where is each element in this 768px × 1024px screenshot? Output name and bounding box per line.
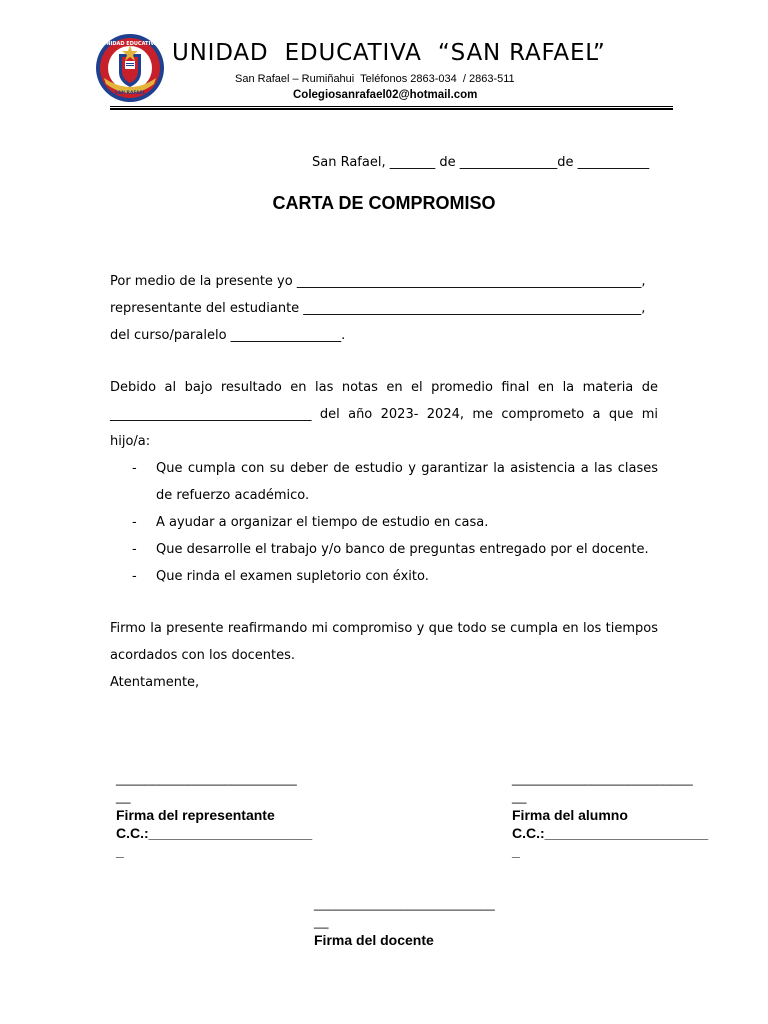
list-item: - Que rinda el examen supletorio con éxito. xyxy=(110,563,658,590)
list-item: - A ayudar a organizar el tiempo de estudio en casa. xyxy=(110,509,658,536)
id-number-line: C.C.:_____________________ _ xyxy=(512,825,709,859)
header-divider xyxy=(110,106,673,107)
intro-line-student-name: representante del estudiante ____________________________________________________, xyxy=(110,301,646,316)
svg-text:UNIDAD EDUCATIVA: UNIDAD EDUCATIVA xyxy=(102,41,158,47)
commitment-list xyxy=(110,455,658,590)
list-item: - Que desarrolle el trabajo y/o banco de preguntas entregado por el docente. xyxy=(110,536,658,563)
bullet-marker: - xyxy=(132,515,137,530)
signature-line: _________________________ __ xyxy=(116,771,297,804)
affirmation-paragraph: Firmo la presente reafirmando mi compromiso y que todo se cumpla en los tiempos acordados con los docentes. xyxy=(110,621,658,663)
commitment-paragraph: Debido al bajo resultado en las notas en el promedio final en la materia de _______________________________ del año 2023- 2024, me comprometo a que mi hijo/a: xyxy=(110,380,658,449)
bullet-marker: - xyxy=(132,542,137,557)
signature-line: _________________________ __ xyxy=(314,896,495,929)
document-title: CARTA DE COMPROMISO xyxy=(272,193,496,213)
intro-block xyxy=(110,268,658,349)
signature-line: _________________________ __ xyxy=(512,771,693,804)
school-email: Colegiosanrafael02@hotmail.com xyxy=(293,89,478,101)
signature-representative xyxy=(116,770,312,860)
bullet-marker: - xyxy=(132,461,137,476)
signature-student xyxy=(512,770,708,860)
header-divider-thick xyxy=(110,108,673,110)
bullet-marker: - xyxy=(132,569,137,584)
signature-label: Firma del alumno xyxy=(512,807,628,823)
signature-label: Firma del docente xyxy=(314,932,434,948)
school-logo xyxy=(92,32,168,104)
school-address: San Rafael – Rumiñahui Teléfonos 2863-034 / 2863-511 xyxy=(235,73,515,85)
id-number-line: C.C.:_____________________ _ xyxy=(116,825,313,859)
school-name: UNIDAD EDUCATIVA “SAN RAFAEL” xyxy=(172,40,606,66)
signature-teacher xyxy=(314,895,495,949)
intro-line-representative-name: Por medio de la presente yo _____________________________________________________, xyxy=(110,274,646,289)
intro-line-course: del curso/paralelo _________________. xyxy=(110,328,346,343)
list-item: - Que cumpla con su deber de estudio y garantizar la asistencia a las clases de refuerzo académico. xyxy=(110,455,658,509)
closing-text: Atentamente, xyxy=(110,675,200,690)
signature-label: Firma del representante xyxy=(116,807,275,823)
date-line: San Rafael, _______ de _______________de ___________ xyxy=(312,155,650,170)
svg-text:SAN RAFAEL: SAN RAFAEL xyxy=(114,91,146,96)
